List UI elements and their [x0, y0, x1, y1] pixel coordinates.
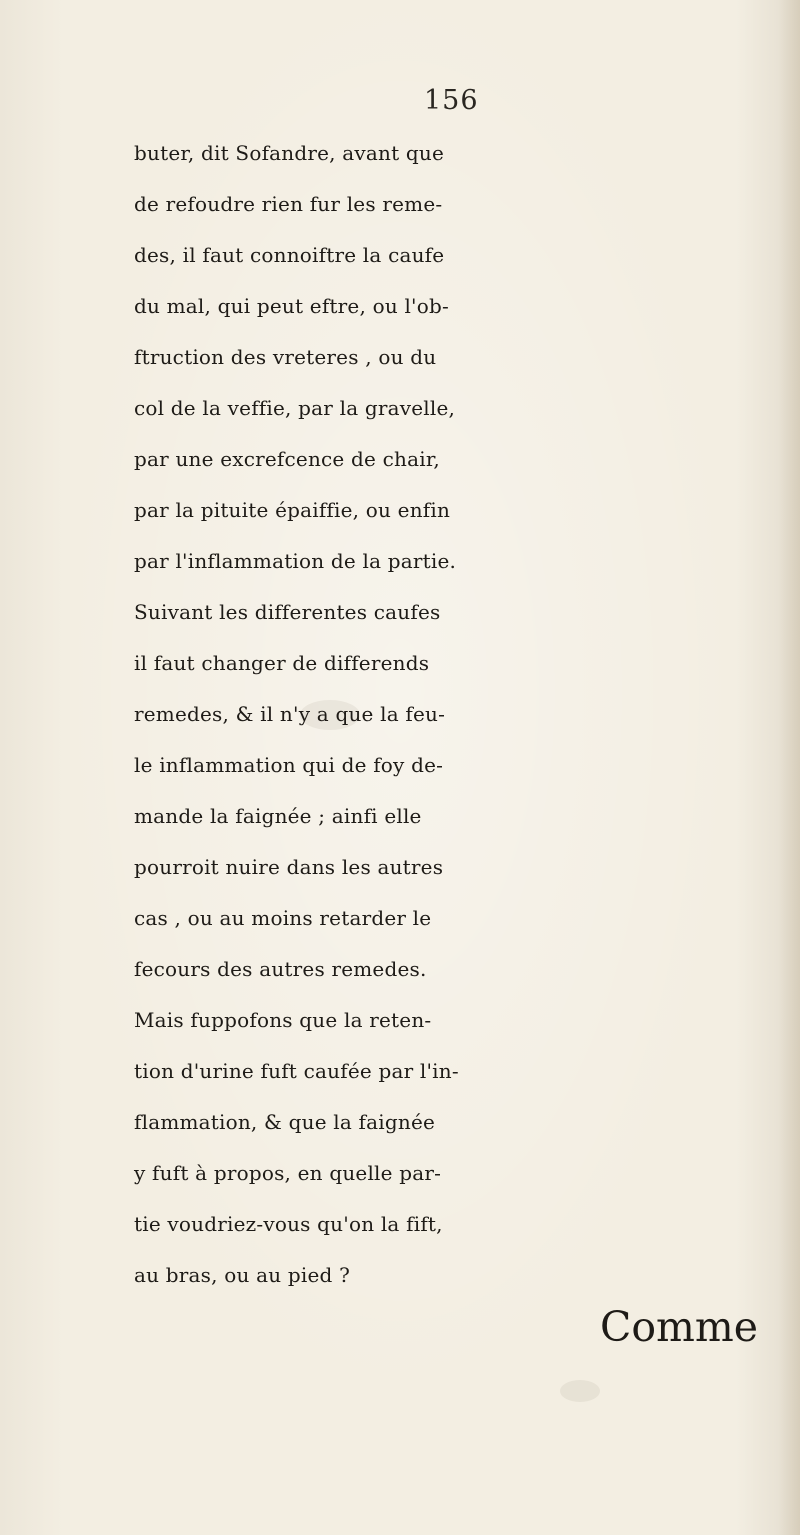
text-line: par la pituite épaiffie, ou enfin: [134, 498, 451, 522]
text-line: tie voudriez-vous qu'on la fift,: [134, 1212, 443, 1236]
text-line: y fuft à propos, en quelle par-: [134, 1161, 442, 1185]
text-line: au bras, ou au pied ?: [134, 1263, 350, 1287]
text-line: Suivant les differentes caufes: [134, 600, 441, 624]
paper-stain: [560, 1380, 600, 1402]
text-line: de refoudre rien fur les reme-: [134, 192, 443, 216]
page-number: 156: [424, 85, 479, 116]
text-line: il faut changer de differends: [134, 651, 430, 675]
text-line: par l'inflammation de la partie.: [134, 549, 457, 573]
text-line: ftruction des vreteres , ou du: [134, 345, 437, 369]
body-text: [134, 128, 794, 1301]
text-line: le inflammation qui de foy de-: [134, 753, 444, 777]
text-line: pourroit nuire dans les autres: [134, 855, 444, 879]
text-line: buter, dit Sofandre, avant que: [134, 141, 445, 165]
text-line: des, il faut connoiftre la caufe: [134, 243, 445, 267]
text-line: par une excrefcence de chair,: [134, 447, 440, 471]
text-line: remedes, & il n'y a que la feu-: [134, 702, 446, 726]
text-line: col de la veffie, par la gravelle,: [134, 396, 456, 420]
text-line: du mal, qui peut eftre, ou l'ob-: [134, 294, 449, 318]
text-line: fecours des autres remedes.: [134, 957, 427, 981]
text-line: Mais fuppofons que la reten-: [134, 1008, 432, 1032]
text-line: cas , ou au moins retarder le: [134, 906, 432, 930]
catchword: Comme: [600, 1303, 759, 1351]
text-line: tion d'urine fuft caufée par l'in-: [134, 1059, 459, 1083]
text-line: mande la faignée ; ainfi elle: [134, 804, 422, 828]
text-line: flammation, & que la faignée: [134, 1110, 436, 1134]
